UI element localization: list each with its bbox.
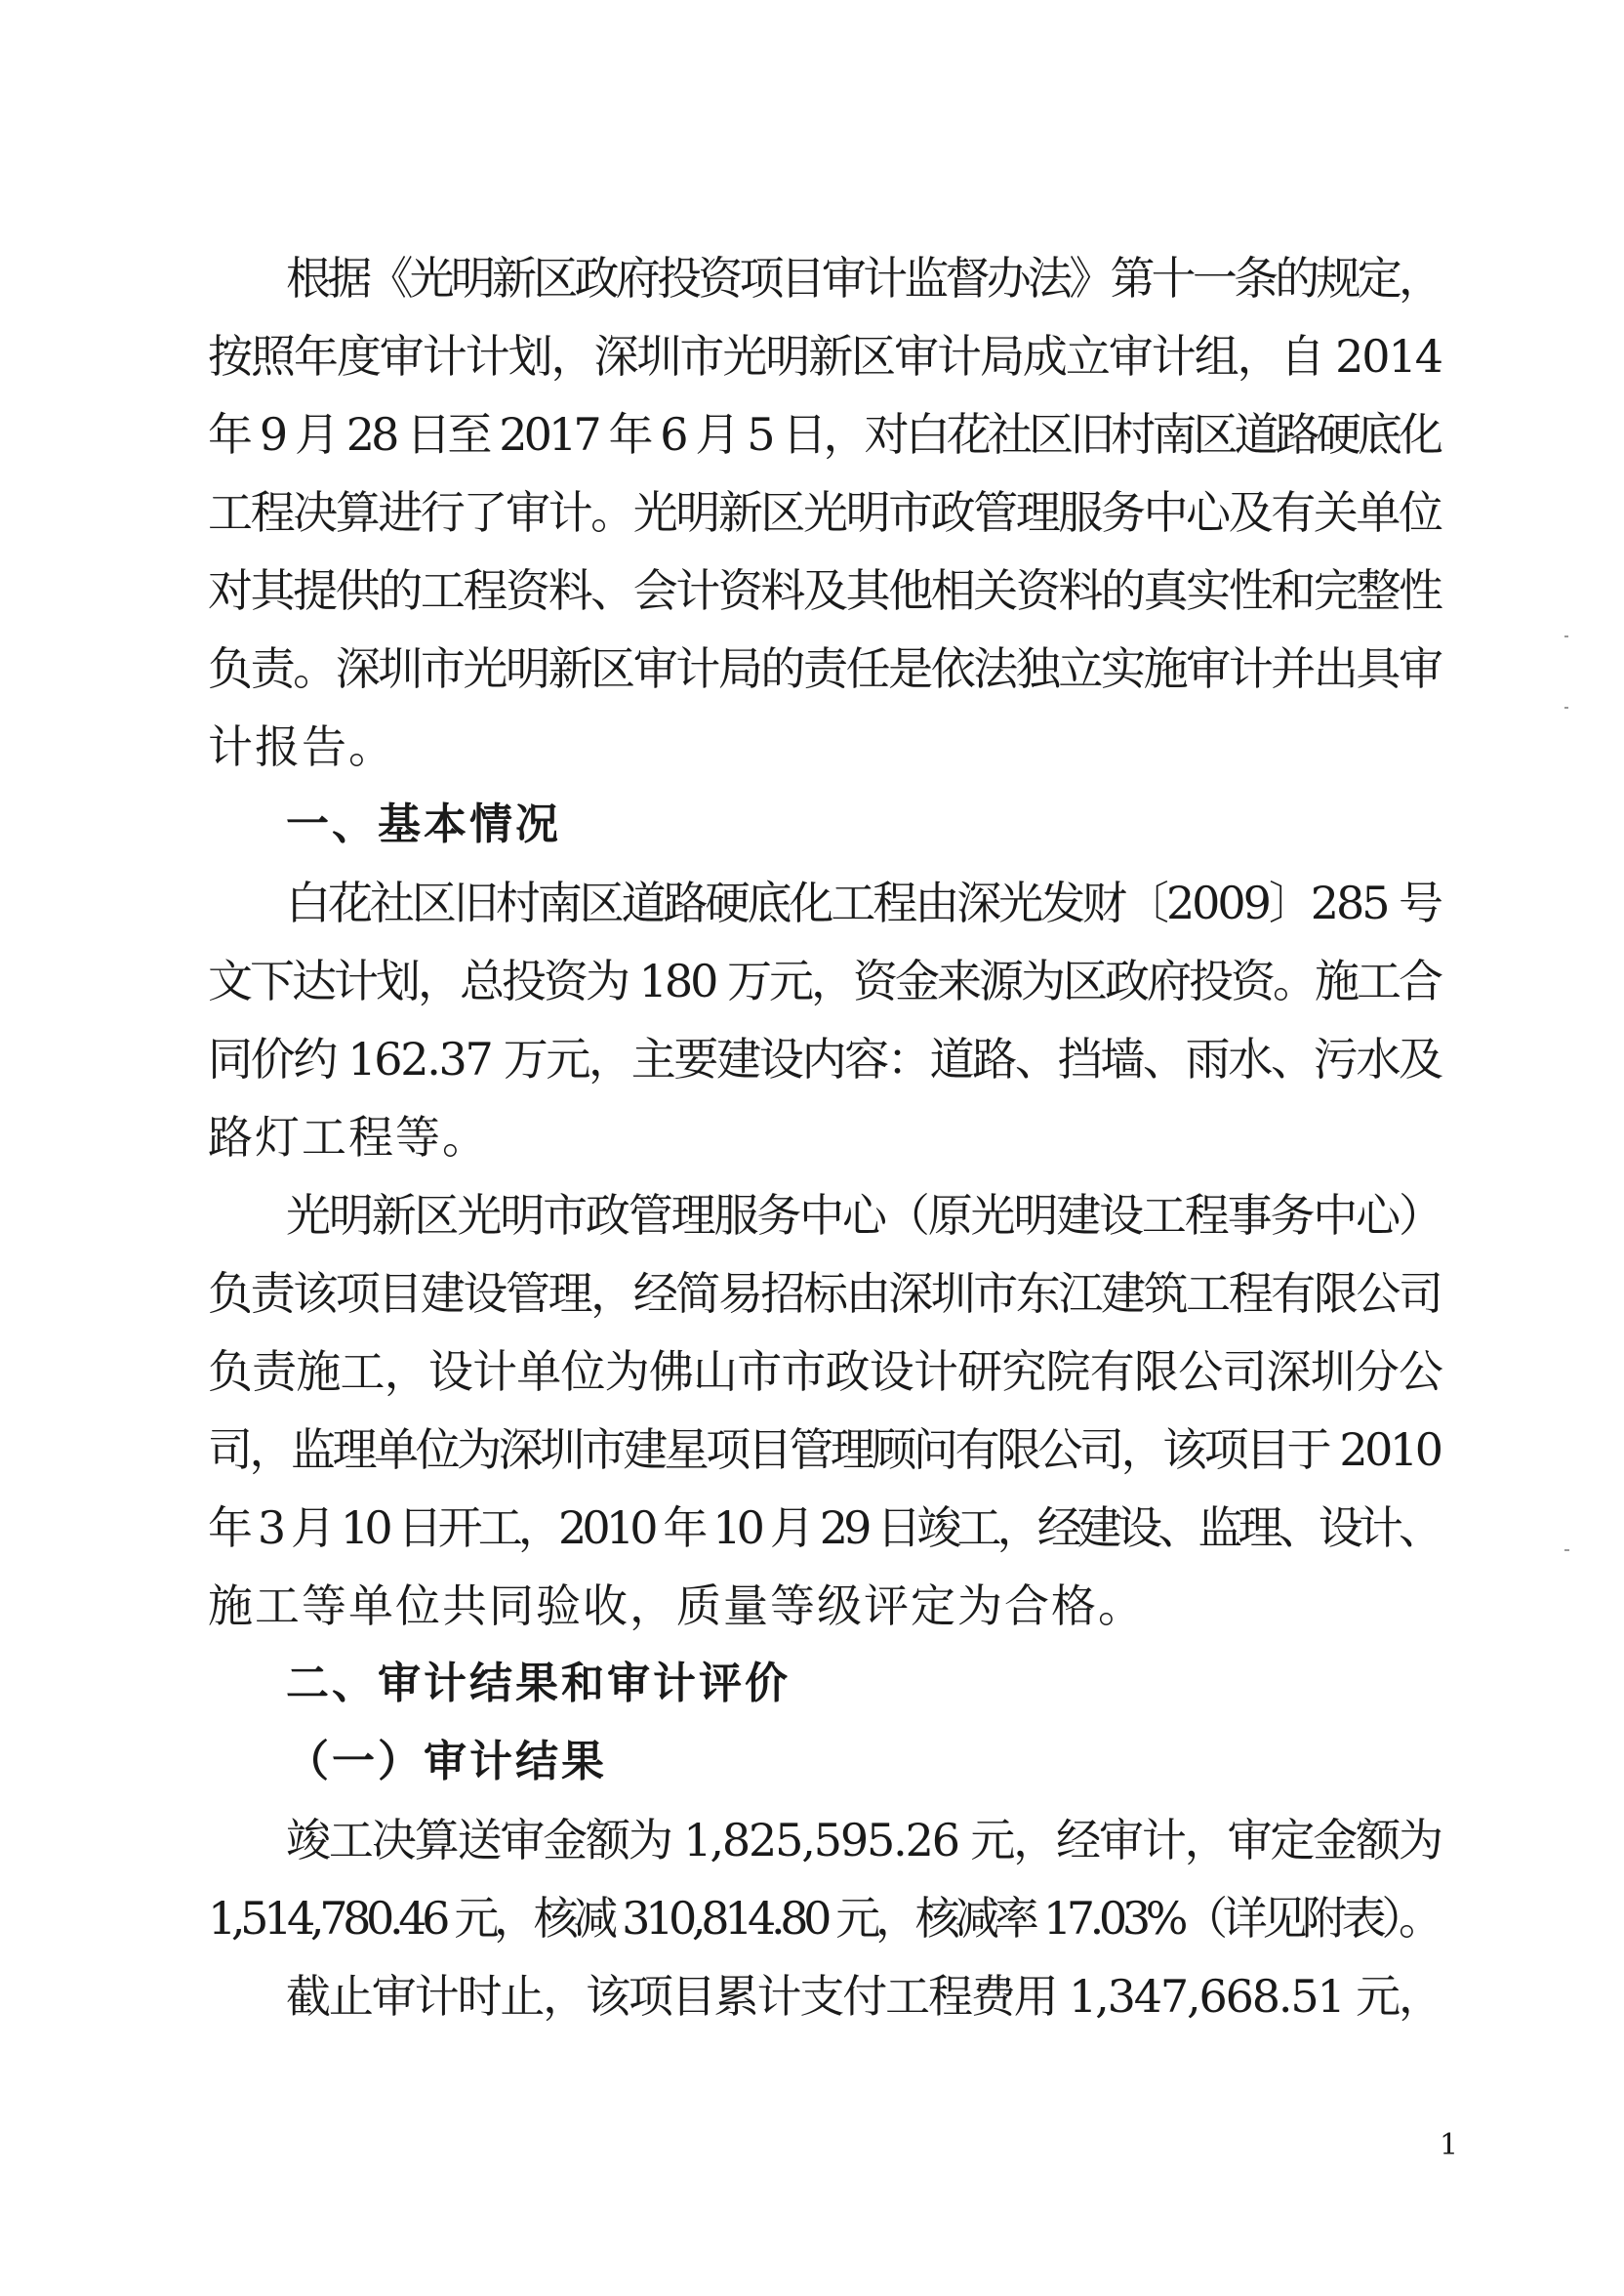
section-heading-audit-results: 二、审计结果和审计评价 — [286, 1659, 791, 1708]
subsection-heading-audit-result: （一）审计结果 — [286, 1737, 607, 1786]
scan-speck — [1564, 1549, 1569, 1551]
paragraph-5-line-1: 截止审计时止，该项目累计支付工程费用 1,347,668.51 元， — [286, 1970, 1441, 2023]
paragraph-3-line-2: 负责该项目建设管理，经简易招标由深圳市东江建筑工程有限公司 — [208, 1267, 1441, 1320]
paragraph-3-line-3: 负责施工，设计单位为佛山市市政设计研究院有限公司深圳分公 — [208, 1345, 1443, 1398]
paragraph-1-line-5: 对其提供的工程资料、会计资料及其他相关资料的真实性和完整性 — [208, 564, 1441, 617]
paragraph-1-line-2: 按照年度审计计划，深圳市光明新区审计局成立审计组，自 2014 — [208, 330, 1441, 383]
paragraph-1-line-3: 年 9 月 28 日至 2017 年 6 月 5 日，对白花社区旧村南区道路硬底化 — [208, 408, 1441, 461]
paragraph-3-line-5: 年 3 月 10 日开工，2010 年 10 月 29 日竣工，经建设、监理、设计、 — [208, 1501, 1440, 1554]
scan-speck — [1564, 707, 1568, 709]
paragraph-4-line-2: 1,514,780.46 元，核减 310,814.80 元，核减率 17.03%（详见附表）。 — [208, 1892, 1439, 1945]
paragraph-4-line-1: 竣工决算送审金额为 1,825,595.26 元，经审计，审定金额为 — [286, 1814, 1441, 1866]
page-number: 1 — [1440, 2128, 1459, 2162]
paragraph-3-line-6: 施工等单位共同验收，质量等级评定为合格。 — [208, 1579, 1145, 1632]
paragraph-3-line-1: 光明新区光明市政管理服务中心（原光明建设工程事务中心） — [286, 1189, 1441, 1242]
scan-speck — [1564, 636, 1568, 637]
paragraph-2-line-4: 路灯工程等。 — [208, 1111, 489, 1164]
paragraph-1-line-4: 工程决算进行了审计。光明新区光明市政管理服务中心及有关单位 — [208, 486, 1441, 539]
paragraph-1-line-6: 负责。深圳市光明新区审计局的责任是依法独立实施审计并出具审 — [208, 642, 1441, 695]
paragraph-2-line-1: 白花社区旧村南区道路硬底化工程由深光发财〔2009〕285 号 — [286, 877, 1441, 929]
paragraph-1-line-1: 根据《光明新区政府投资项目审计监督办法》第十一条的规定， — [286, 252, 1441, 305]
paragraph-2-line-3: 同价约 162.37 万元，主要建设内容：道路、挡墙、雨水、污水及 — [208, 1033, 1441, 1086]
section-heading-basic-info: 一、基本情况 — [286, 800, 561, 849]
paragraph-2-line-2: 文下达计划，总投资为 180 万元，资金来源为区政府投资。施工合 — [208, 955, 1441, 1007]
paragraph-3-line-4: 司，监理单位为深圳市建星项目管理顾问有限公司，该项目于 2010 — [208, 1423, 1441, 1476]
paragraph-1-line-7: 计报告。 — [208, 720, 395, 773]
